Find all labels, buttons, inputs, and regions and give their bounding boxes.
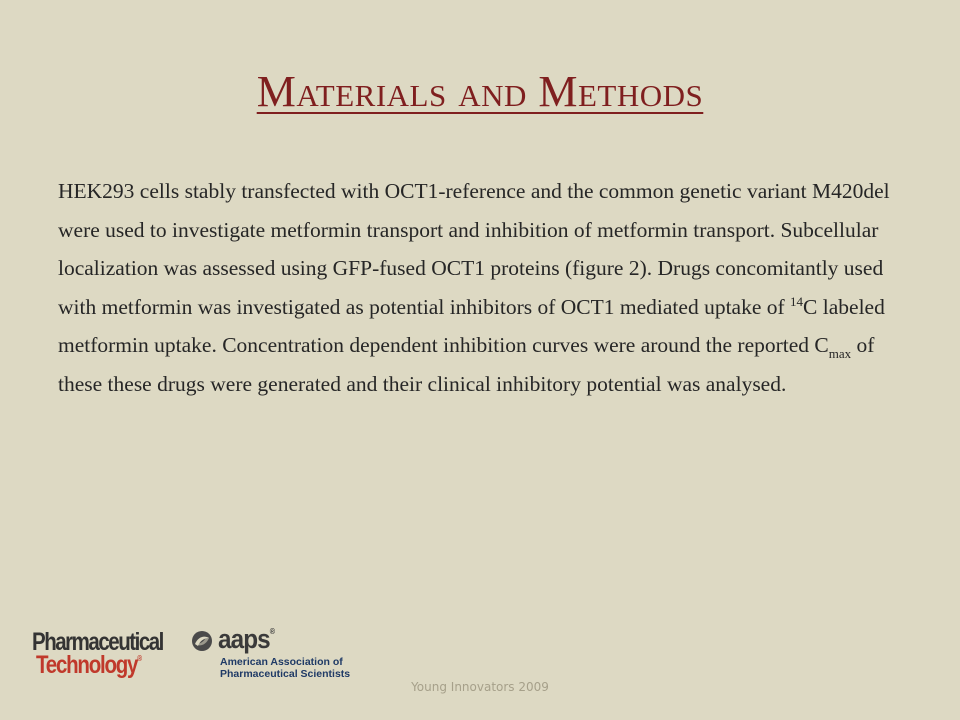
body-text-part1: HEK293 cells stably transfected with OCT1-reference and the common genetic variant M420del were used to investigate metformin transport and inhibition of metformin transport. Subcellular localization was assessed using GFP-fused OCT1 proteins (figure 2). Drugs concomitantly used with metformin was investigated as potential inhibitors of OCT1 mediated uptake of	[58, 179, 890, 319]
body-text-part2: C labeled metformin uptake. Concentration dependent inhibition curves were around the reported C	[58, 294, 885, 357]
aaps-registered-mark: ®	[269, 627, 276, 636]
logo-pharm-line2	[36, 653, 142, 678]
aaps-logo	[190, 626, 350, 682]
aaps-full-line2: Pharmaceutical Scientists	[220, 668, 351, 680]
isotope-superscript: 14	[790, 293, 804, 309]
body-paragraph	[58, 172, 904, 403]
aaps-full-line1: American Association of	[220, 656, 343, 668]
aaps-word: aaps	[218, 624, 270, 654]
slide-title: Materials and Methods	[256, 67, 704, 116]
body-text-part3: of these these drugs were generated and their clinical inhibitory potential was analysed.	[58, 333, 875, 396]
aaps-full-name	[220, 656, 350, 680]
aaps-wordmark	[218, 626, 275, 653]
logo-pharm-line1: Pharmaceutical	[32, 628, 163, 656]
registered-mark: ®	[137, 654, 143, 663]
slide-footer: Young Innovators 2009	[411, 680, 549, 694]
pharmaceutical-technology-logo	[32, 626, 182, 680]
aaps-swirl-icon	[190, 629, 214, 653]
cmax-subscript: max	[828, 346, 852, 361]
logo-pharm-technology: Technology	[36, 651, 138, 679]
